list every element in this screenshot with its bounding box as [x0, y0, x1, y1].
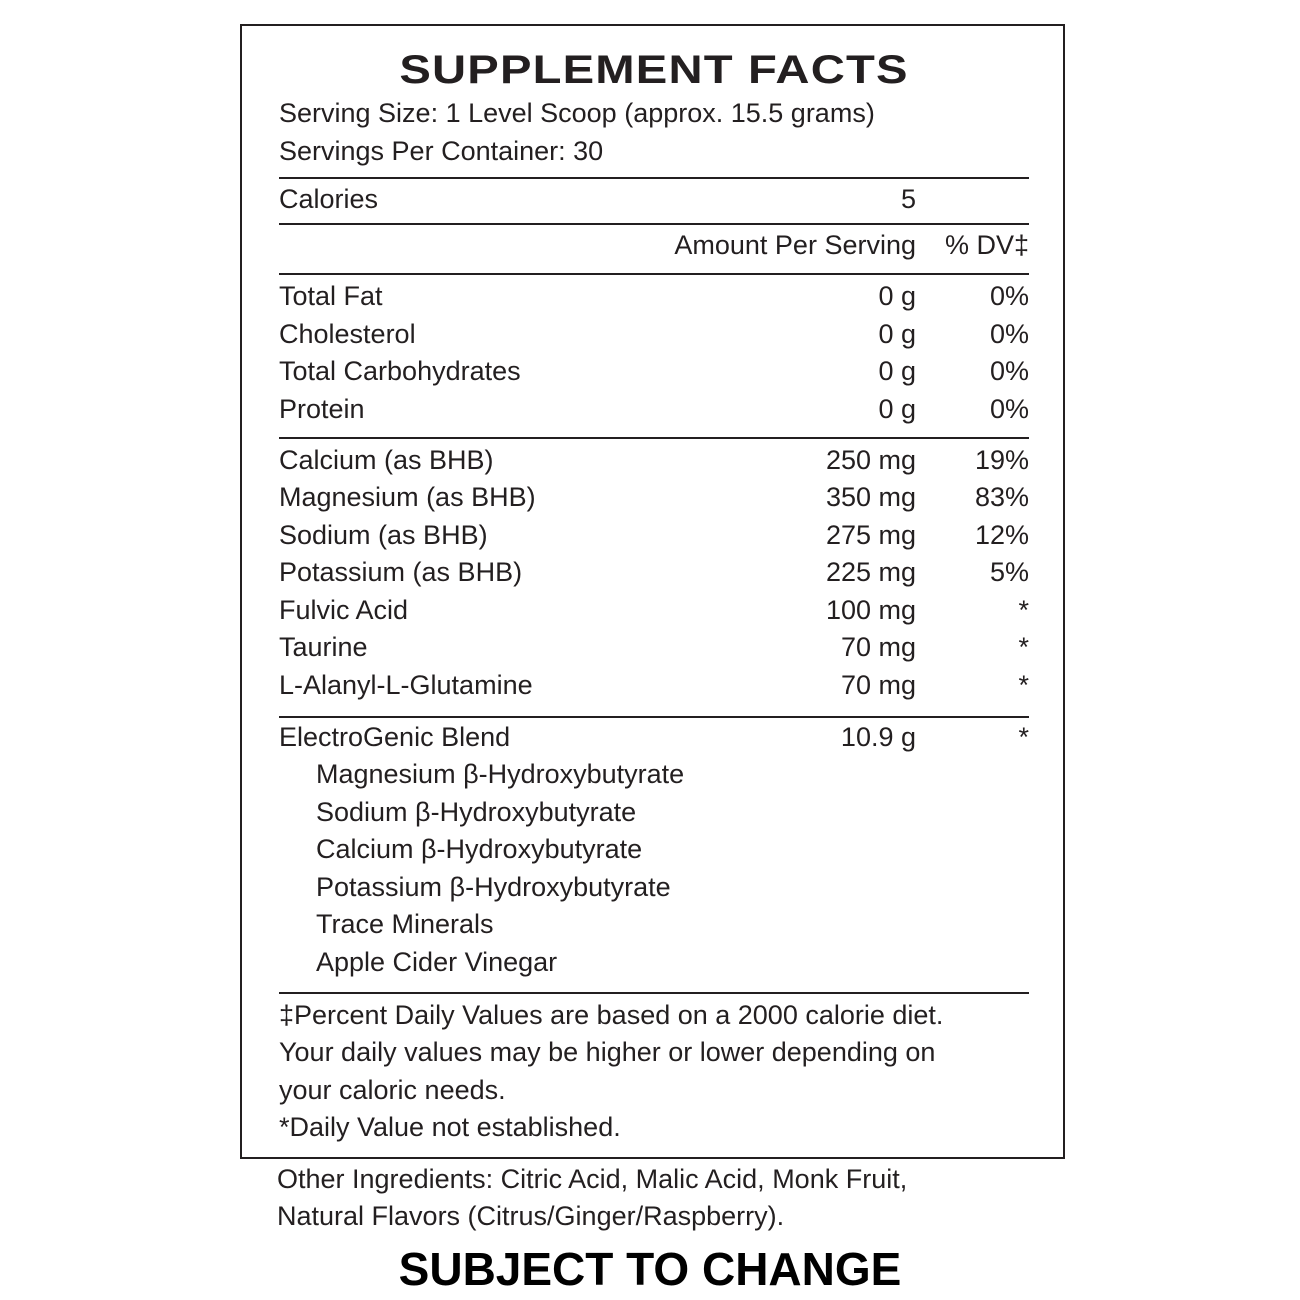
blend-row: [279, 722, 1029, 760]
nutrient-amount: 250 mg: [825, 445, 916, 475]
calories-row: [279, 184, 1029, 222]
nutrient-name: Sodium (as BHB): [279, 520, 488, 550]
table-row: [279, 595, 1029, 633]
divider: [279, 223, 1029, 225]
calories-value: 5: [900, 184, 916, 214]
footnote: your caloric needs.: [279, 1075, 506, 1105]
nutrient-dv: 12%: [974, 520, 1029, 550]
amount-header: Amount Per Serving: [674, 230, 916, 260]
divider: [279, 177, 1029, 179]
supplement-facts-panel: [240, 24, 1065, 1159]
other-ingredients: Natural Flavors (Citrus/Ginger/Raspberry).: [277, 1201, 785, 1231]
table-row: [279, 394, 1029, 432]
blend-amount: 10.9 g: [840, 722, 916, 752]
nutrient-amount: 70 mg: [840, 632, 916, 662]
nutrient-name: Total Fat: [279, 281, 383, 311]
table-row: [279, 445, 1029, 483]
nutrient-dv: 0%: [989, 356, 1029, 386]
table-row: [279, 319, 1029, 357]
nutrient-amount: 0 g: [878, 394, 916, 424]
blend-ingredient: Calcium β-Hydroxybutyrate: [316, 834, 643, 864]
nutrient-amount: 350 mg: [825, 482, 916, 512]
nutrient-name: Potassium (as BHB): [279, 557, 523, 587]
nutrient-amount: 0 g: [878, 319, 916, 349]
table-row: [279, 520, 1029, 558]
blend-ingredient: Sodium β-Hydroxybutyrate: [316, 797, 637, 827]
nutrient-dv: 83%: [974, 482, 1029, 512]
serving-size: Serving Size: 1 Level Scoop (approx. 15.5 grams): [279, 98, 875, 128]
nutrient-dv: 0%: [989, 319, 1029, 349]
table-row: [279, 482, 1029, 520]
other-ingredients: Other Ingredients: Citric Acid, Malic Acid, Monk Fruit,: [277, 1164, 908, 1194]
calories-label: Calories: [279, 184, 379, 214]
nutrient-dv: 0%: [989, 281, 1029, 311]
nutrient-name: L-Alanyl-L-Glutamine: [279, 670, 533, 700]
table-row: [279, 557, 1029, 595]
blend-ingredient: Apple Cider Vinegar: [316, 947, 558, 977]
nutrient-dv: 19%: [974, 445, 1029, 475]
table-row: [279, 281, 1029, 319]
nutrient-amount: 0 g: [878, 356, 916, 386]
divider: [279, 437, 1029, 439]
servings-per-container: Servings Per Container: 30: [279, 136, 604, 166]
nutrient-name: Cholesterol: [279, 319, 416, 349]
nutrient-name: Total Carbohydrates: [279, 356, 521, 386]
divider: [279, 716, 1029, 718]
nutrient-dv: 5%: [989, 557, 1029, 587]
dv-header: % DV‡: [944, 230, 1029, 260]
table-row: [279, 632, 1029, 670]
nutrient-dv: *: [1018, 632, 1029, 662]
nutrient-name: Magnesium (as BHB): [279, 482, 536, 512]
nutrient-amount: 275 mg: [825, 520, 916, 550]
table-row: [279, 670, 1029, 708]
nutrient-name: Fulvic Acid: [279, 595, 409, 625]
blend-ingredient: Trace Minerals: [316, 909, 494, 939]
column-headers: [279, 230, 1029, 268]
panel-title: SUPPLEMENT FACTS: [399, 48, 909, 92]
panel-content: [279, 26, 1029, 1157]
table-row: [279, 356, 1029, 394]
nutrient-name: Calcium (as BHB): [279, 445, 494, 475]
nutrient-name: Protein: [279, 394, 365, 424]
nutrient-dv: 0%: [989, 394, 1029, 424]
blend-ingredient: Magnesium β-Hydroxybutyrate: [316, 759, 685, 789]
blend-name: ElectroGenic Blend: [279, 722, 511, 752]
footnote: Your daily values may be higher or lower depending on: [279, 1037, 936, 1067]
footnote: *Daily Value not established.: [279, 1112, 621, 1142]
nutrient-name: Taurine: [279, 632, 368, 662]
nutrient-dv: *: [1018, 595, 1029, 625]
subject-to-change-notice: SUBJECT TO CHANGE: [398, 1243, 902, 1295]
blend-ingredient: Potassium β-Hydroxybutyrate: [316, 872, 671, 902]
nutrient-amount: 70 mg: [840, 670, 916, 700]
divider: [279, 992, 1029, 994]
blend-dv: *: [1018, 722, 1029, 752]
nutrient-dv: *: [1018, 670, 1029, 700]
divider: [279, 273, 1029, 275]
footnote: ‡Percent Daily Values are based on a 2000 calorie diet.: [279, 1000, 944, 1030]
nutrient-amount: 225 mg: [825, 557, 916, 587]
nutrient-amount: 100 mg: [825, 595, 916, 625]
nutrient-amount: 0 g: [878, 281, 916, 311]
